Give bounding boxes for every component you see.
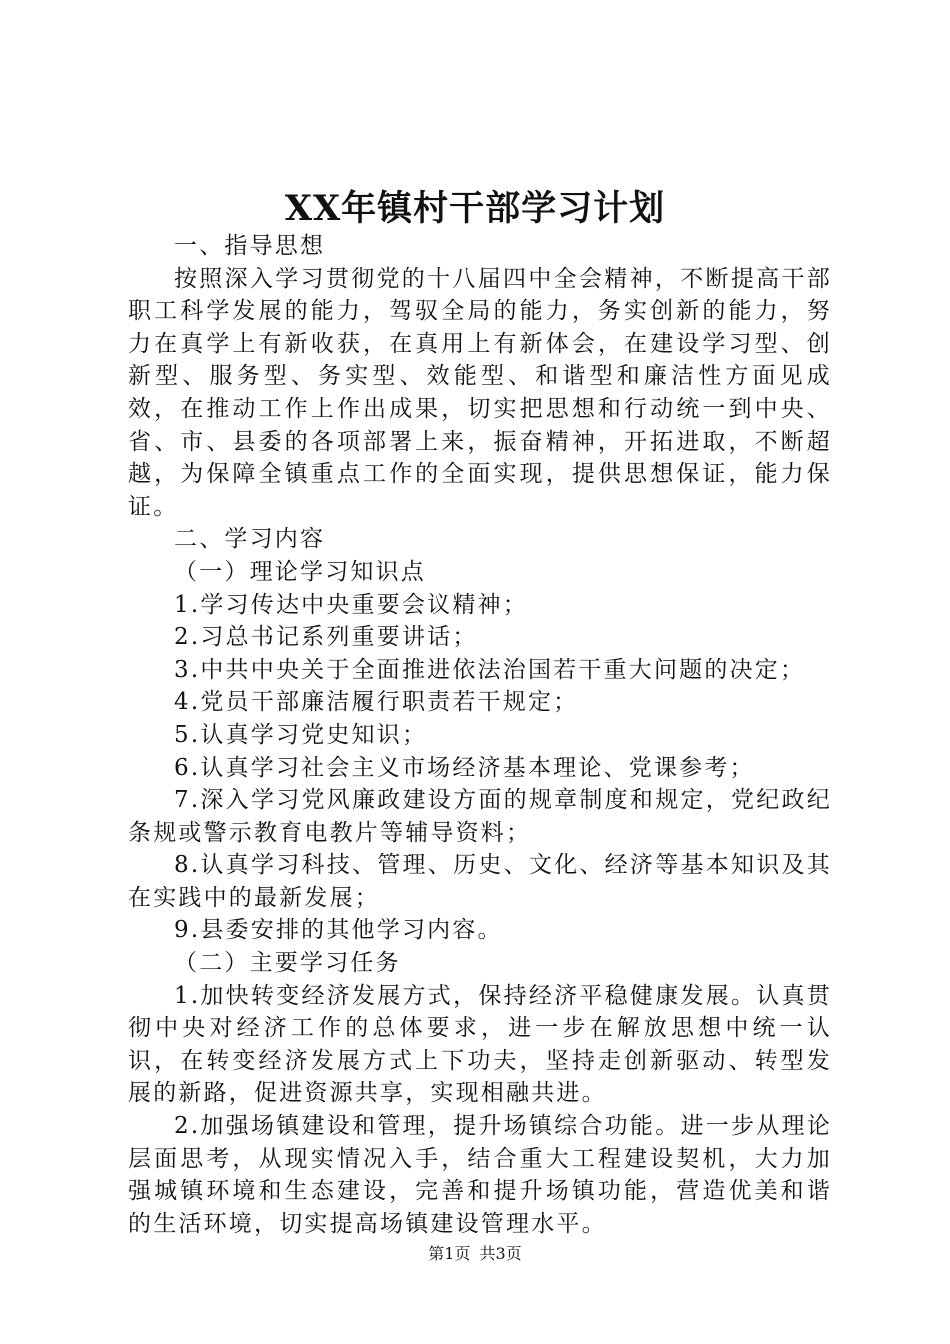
page-total: 共3页 <box>479 1244 522 1263</box>
list-item: 2.习总书记系列重要讲话； <box>174 624 478 651</box>
list-item: 7.深入学习党风廉政建设方面的规章制度和规定，党纪政纪条规或警示教育电教片等辅导资料； <box>128 787 832 846</box>
task-paragraph: 2.加强场镇建设和管理，提升场镇综合功能。进一步从理论层面思考，从现实情况入手，结合重大工程建设契机，大力加强城镇环境和生态建设，完善和提升场镇功能，营造优美和谐的生活环境，切实提高场镇建设管理水平。 <box>128 1113 832 1237</box>
list-item: 3.中共中央关于全面推进依法治国若干重大问题的决定； <box>174 656 806 683</box>
document-title: XX年镇村干部学习计划 <box>284 188 666 229</box>
task-paragraph: 1.加快转变经济发展方式，保持经济平稳健康发展。认真贯彻中央对经济工作的总体要求，进一步在解放思想中统一认识，在转变经济发展方式上下功夫，坚持走创新驱动、转型发展的新路，促进资源共享，实现相融共进。 <box>128 982 832 1107</box>
list-item: 1.学习传达中央重要会议精神； <box>174 591 528 618</box>
page-footer <box>0 1243 950 1265</box>
heading-study-content: 二、学习内容 <box>174 526 326 553</box>
heading-guiding-ideology: 一、指导思想 <box>174 233 326 259</box>
paragraph-guiding-ideology: 按照深入学习贯彻党的十八届四中全会精神，不断提高干部职工科学发展的能力，驾驭全局的能力，务实创新的能力，努力在真学上有新收获，在真用上有新体会，在建设学习型、创新型、服务型、务实型、效能型、和谐型和廉洁性方面见成效，在推动工作上作出成果，切实把思想和行动统一到中央、省、市、县委的各项部署上来，振奋精神，开拓进取，不断超越，为保障全镇重点工作的全面实现，提供思想保证，能力保证。 <box>128 265 832 520</box>
list-item: 9.县委安排的其他学习内容。 <box>174 917 503 944</box>
subheading-theory-points: （一）理论学习知识点 <box>174 558 426 585</box>
list-item: 4.党员干部廉洁履行职责若干规定； <box>174 689 579 716</box>
list-item: 6.认真学习社会主义市场经济基本理论、党课参考； <box>174 754 755 781</box>
subheading-main-tasks: （二）主要学习任务 <box>174 950 401 977</box>
document-body <box>128 230 832 1240</box>
page-number: 第1页 <box>428 1244 471 1263</box>
list-item: 5.认真学习党史知识； <box>174 721 428 748</box>
list-item: 8.认真学习科技、管理、历史、文化、经济等基本知识及其在实践中的最新发展； <box>128 852 832 911</box>
